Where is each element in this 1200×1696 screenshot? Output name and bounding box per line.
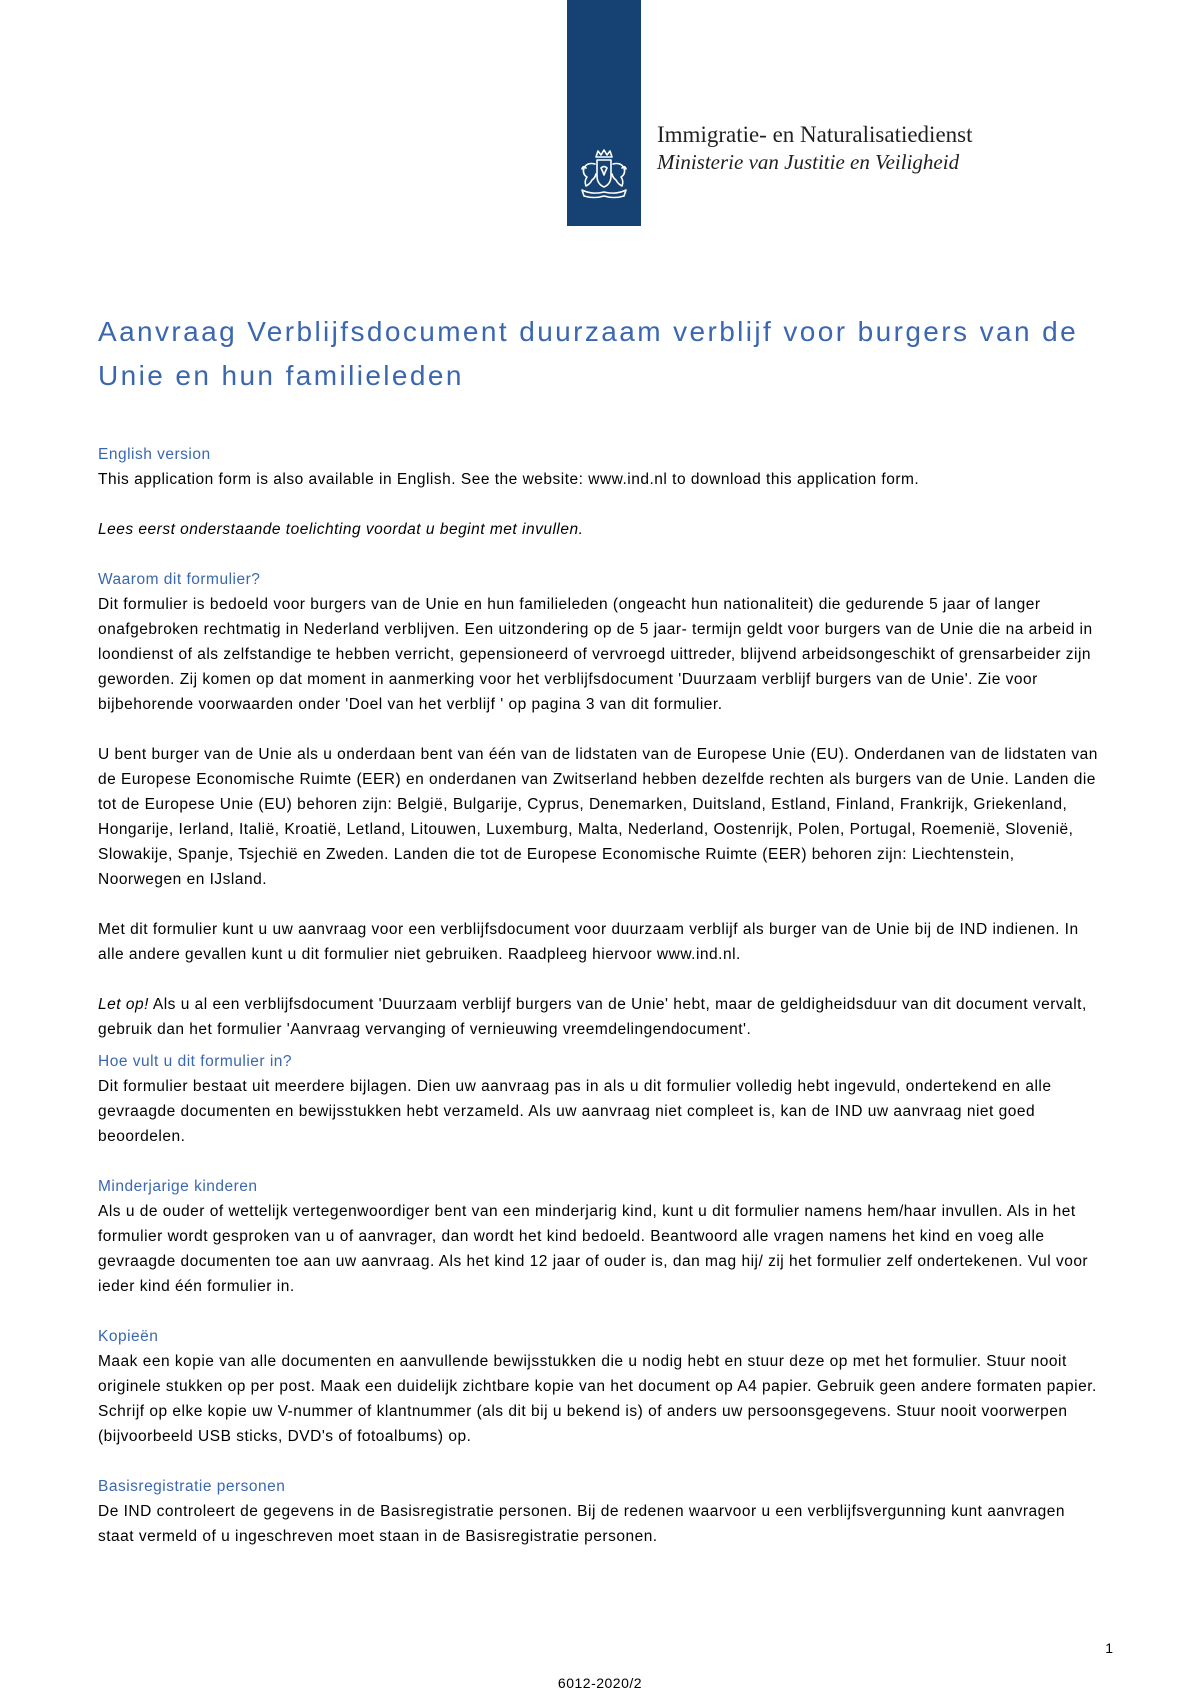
minderjarige-kinderen-text: Als u de ouder of wettelijk vertegenwoordiger bent van een minderjarig kind, kunt u dit formulier namens hem/haar invullen. Als in het formulier wordt gesproken van u of aanvrager, dan wordt het kind bedoeld. Beantwoord alle vragen namens het kind en voeg alle gevraagde documenten toe aan uw aanvraag. Als het kind 12 jaar of ouder is, dan mag hij/ zij het formulier zelf ondertekenen. Vul voor ieder kind één formulier in. [98,1203,1089,1295]
heading-minderjarige-kinderen: Minderjarige kinderen [98,1178,258,1195]
intro-note [98,517,1103,542]
waarom-paragraph-1: Dit formulier is bedoeld voor burgers van de Unie en hun familieleden (ongeacht hun nationaliteit) die gedurende 5 jaar of langer onafgebroken rechtmatig in Nederland verblijven. Een uitzondering op de 5 jaar- termijn geldt voor burgers van de Unie die na arbeid in loondienst of als zelfstandige te hebben verricht, gepensioneerd of vervroegd uittreder, blijvend arbeidsongeschikt of grensarbeider zijn geworden. Zij komen op dat moment in aanmerking voor het verblijfsdocument 'Duurzaam verblijf burgers van de Unie'. Zie voor bijbehorende voorwaarden onder 'Doel van het verblijf ' op pagina 3 van dit formulier. [98,596,1093,713]
heading-kopieen: Kopieën [98,1328,159,1345]
let-op-text: Als u al een verblijfsdocument 'Duurzaam verblijf burgers van de Unie' hebt, maar de geldigheidsduur van dit document vervalt, gebruik dan het formulier 'Aanvraag vervanging of vernieuwing vreemdelingendocument'. [98,996,1087,1038]
waarom-paragraph-3: Met dit formulier kunt u uw aanvraag voor een verblijfsdocument voor duurzaam verblijf als burger van de Unie bij de IND indienen. In alle andere gevallen kunt u dit formulier niet gebruiken. Raadpleeg hiervoor www.ind.nl. [98,921,1079,963]
let-op-label: Let op! [98,996,149,1013]
page-number: 1 [1105,1640,1113,1656]
logo-bar [567,0,641,226]
kopieen-text: Maak een kopie van alle documenten en aanvullende bewijsstukken die u nodig hebt en stuur deze op met het formulier. Stuur nooit originele stukken op per post. Maak een duidelijk zichtbare kopie van het document op A4 papier. Gebruik geen andere formaten papier. Schrijf op elke kopie uw V-nummer of klantnummer (als dit bij u bekend is) of anders uw persoonsgegevens. Stuur nooit voorwerpen (bijvoorbeeld USB sticks, DVD's of fotoalbums) op. [98,1353,1097,1445]
waarom-paragraph-4 [98,992,1103,1042]
organization-name: Immigratie- en Naturalisatiedienst [657,122,973,147]
heading-basisregistratie: Basisregistratie personen [98,1478,286,1495]
english-version-text: This application form is also available in English. See the website: www.ind.nl to download this application form. [98,471,920,488]
ministry-name: Ministerie van Justitie en Veiligheid [657,150,960,174]
document-title: Aanvraag Verblijfsdocument duurzaam verblijf voor burgers van de Unie en hun familieleden [98,316,1079,391]
intro-note-text: Lees eerst onderstaande toelichting voordat u begint met invullen. [98,521,584,538]
coat-of-arms-icon [574,148,634,200]
waarom-paragraph-2: U bent burger van de Unie als u onderdaan bent van één van de lidstaten van de Europese Unie (EU). Onderdanen van de lidstaten van de Europese Economische Ruimte (EER) en onderdanen van Zwitserland hebben dezelfde rechten als burgers van de Unie. Landen die tot de Europese Unie (EU) behoren zijn: België, Bulgarije, Cyprus, Denemarken, Duitsland, Estland, Finland, Frankrijk, Griekenland, Hongarije, Ierland, Italië, Kroatië, Letland, Litouwen, Luxemburg, Malta, Nederland, Oostenrijk, Polen, Portugal, Roemenië, Slovenië, Slowakije, Spanje, Tsjechië en Zweden. Landen die tot de Europese Economische Ruimte (EER) behoren zijn: Liechtenstein, Noorwegen en IJsland. [98,746,1098,888]
hoe-vult-text: Dit formulier bestaat uit meerdere bijlagen. Dien uw aanvraag pas in als u dit formulier volledig hebt ingevuld, ondertekend en alle gevraagde documenten en bewijsstukken hebt verzameld. Als uw aanvraag niet compleet is, kan de IND uw aanvraag niet goed beoordelen. [98,1078,1052,1145]
form-code: 6012-2020/2 [557,1675,643,1691]
organization-name-block [657,121,973,176]
heading-waarom: Waarom dit formulier? [98,571,261,588]
heading-hoe-vult: Hoe vult u dit formulier in? [98,1053,293,1070]
basisregistratie-text: De IND controleert de gegevens in de Basisregistratie personen. Bij de redenen waarvoor u een verblijfsvergunning kunt aanvragen staat vermeld of u ingeschreven moet staan in de Basisregistratie personen. [98,1503,1065,1545]
heading-english-version: English version [98,446,211,463]
document-body [98,442,1103,1549]
